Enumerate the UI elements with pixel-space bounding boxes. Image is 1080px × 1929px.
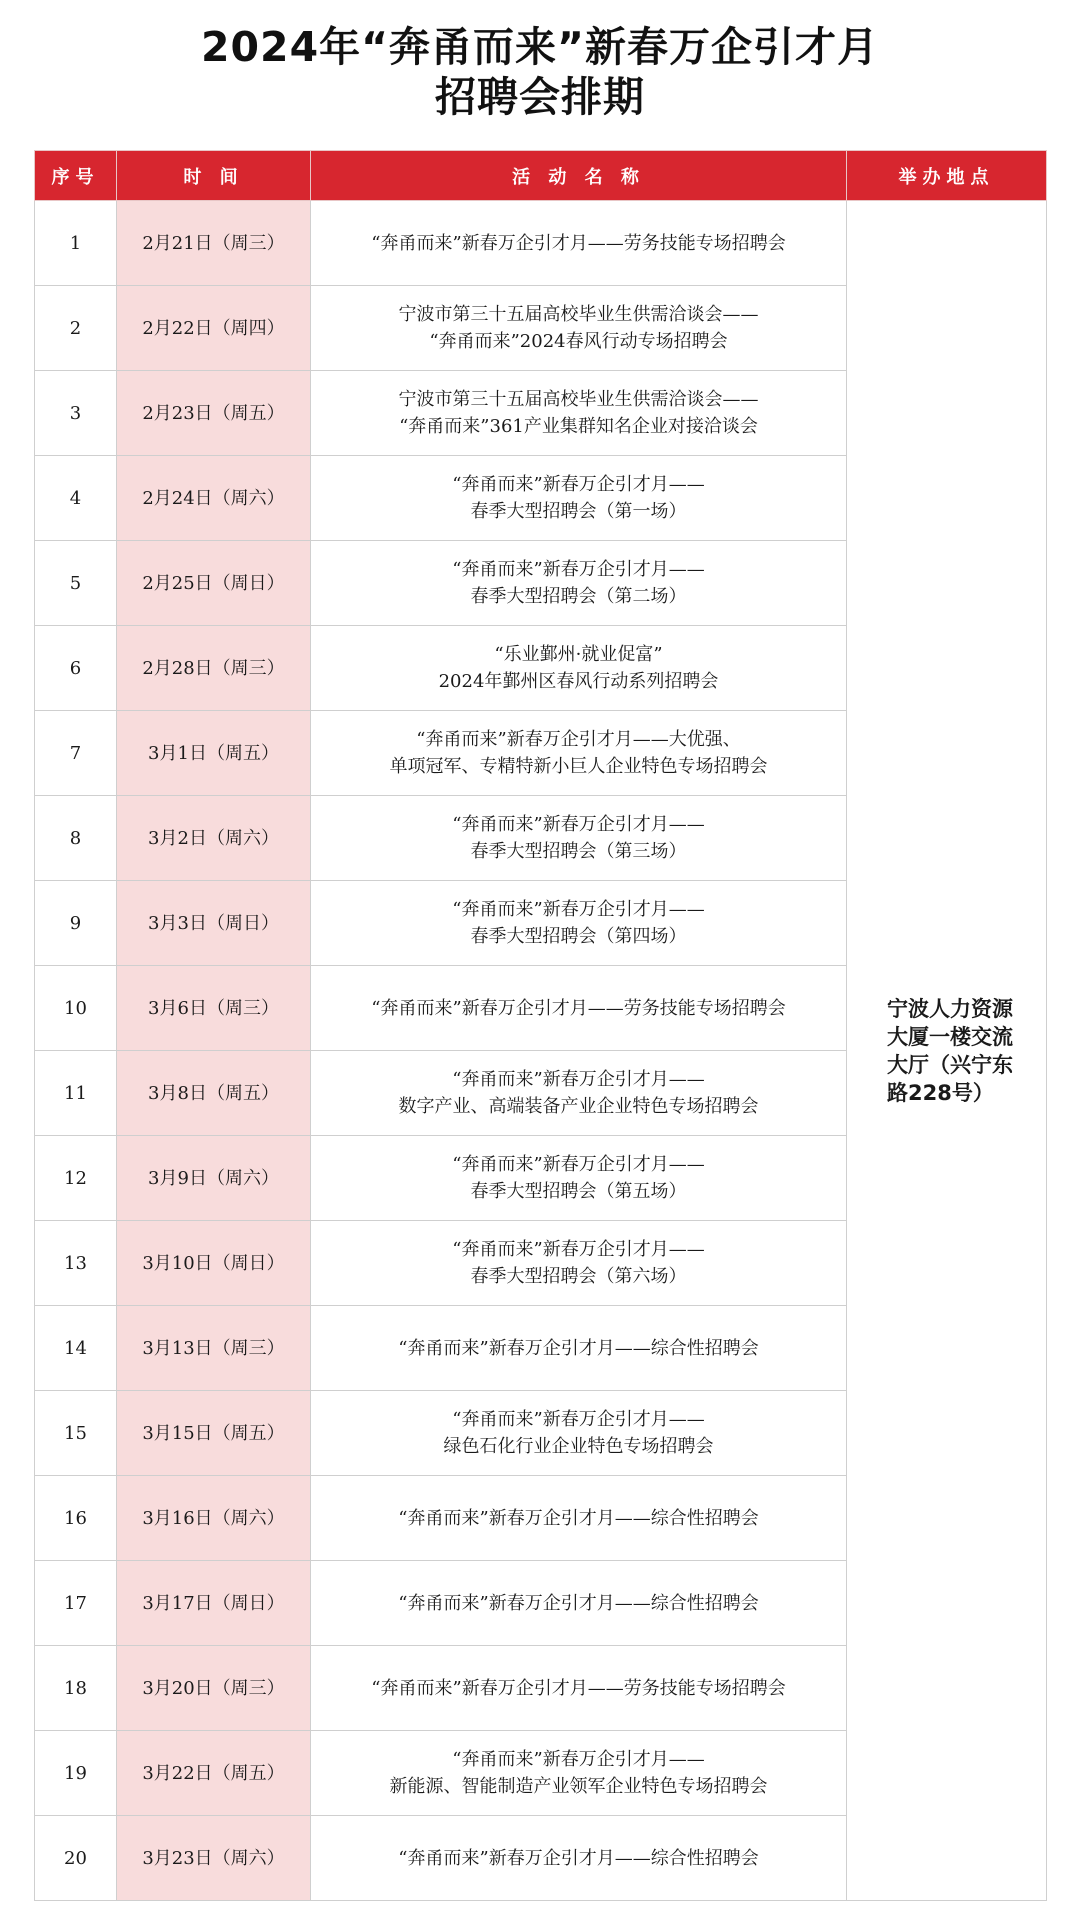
row-number: 9: [35, 881, 117, 966]
row-event-name: [311, 1476, 847, 1561]
schedule-table: [34, 150, 1047, 1901]
event-name-line: “奔甬而来”新春万企引才月——劳务技能专场招聘会: [371, 997, 786, 1019]
event-name-line: “奔甬而来”新春万企引才月——: [452, 1749, 705, 1770]
event-name-line: “奔甬而来”新春万企引才月——综合性招聘会: [398, 1592, 759, 1614]
row-number: 6: [35, 626, 117, 711]
row-number: 20: [35, 1816, 117, 1901]
event-name-line: 绿色石化行业企业特色专场招聘会: [443, 1436, 714, 1457]
event-name-line: “奔甬而来”361产业集群知名企业对接洽谈会: [399, 416, 758, 437]
row-event-name: [311, 1306, 847, 1391]
event-name-line: 春季大型招聘会（第四场）: [470, 926, 687, 947]
row-event-name: [311, 626, 847, 711]
event-name-line: “奔甬而来”新春万企引才月——: [452, 1239, 705, 1260]
row-number: 8: [35, 796, 117, 881]
row-event-name: [311, 1731, 847, 1816]
row-time: 3月3日（周日）: [117, 881, 311, 966]
row-event-name: [311, 1646, 847, 1731]
event-name-line: 春季大型招聘会（第一场）: [470, 501, 687, 522]
row-number: 7: [35, 711, 117, 796]
event-name-line: “奔甬而来”新春万企引才月——: [452, 814, 705, 835]
event-name-line: “奔甬而来”新春万企引才月——劳务技能专场招聘会: [371, 232, 786, 254]
row-number: 16: [35, 1476, 117, 1561]
event-name-line: “奔甬而来”2024春风行动专场招聘会: [429, 331, 728, 352]
event-name-line: “乐业鄞州·就业促富”: [494, 644, 663, 665]
header-location: 举办地点: [847, 151, 1047, 201]
event-name-line: “奔甬而来”新春万企引才月——综合性招聘会: [398, 1507, 759, 1529]
row-time: 3月10日（周日）: [117, 1221, 311, 1306]
row-number: 18: [35, 1646, 117, 1731]
table-row: [35, 201, 1047, 286]
row-time: 2月23日（周五）: [117, 371, 311, 456]
event-name-line: 数字产业、高端装备产业企业特色专场招聘会: [398, 1096, 759, 1117]
header-time: 时 间: [117, 151, 311, 201]
event-name-line: 春季大型招聘会（第三场）: [470, 841, 687, 862]
row-number: 14: [35, 1306, 117, 1391]
row-event-name: [311, 1051, 847, 1136]
row-time: 3月1日（周五）: [117, 711, 311, 796]
row-event-name: [311, 286, 847, 371]
row-number: 2: [35, 286, 117, 371]
schedule-table-wrap: [34, 150, 1046, 1901]
page-subtitle: 招聘会排期: [435, 73, 645, 121]
row-time: 3月8日（周五）: [117, 1051, 311, 1136]
row-number: 3: [35, 371, 117, 456]
row-time: 3月20日（周三）: [117, 1646, 311, 1731]
row-event-name: [311, 371, 847, 456]
row-time: 3月22日（周五）: [117, 1731, 311, 1816]
row-time: 3月23日（周六）: [117, 1816, 311, 1901]
row-event-name: [311, 796, 847, 881]
row-number: 17: [35, 1561, 117, 1646]
row-time: 3月16日（周六）: [117, 1476, 311, 1561]
event-name-line: “奔甬而来”新春万企引才月——综合性招聘会: [398, 1847, 759, 1869]
row-event-name: [311, 966, 847, 1051]
event-name-line: 春季大型招聘会（第五场）: [470, 1181, 687, 1202]
row-event-name: [311, 1816, 847, 1901]
row-time: 3月13日（周三）: [117, 1306, 311, 1391]
row-number: 12: [35, 1136, 117, 1221]
row-event-name: [311, 1391, 847, 1476]
table-body: [35, 201, 1047, 1901]
event-name-line: “奔甬而来”新春万企引才月——: [452, 474, 705, 495]
header-no: 序号: [35, 151, 117, 201]
row-number: 10: [35, 966, 117, 1051]
row-number: 4: [35, 456, 117, 541]
event-name-line: 春季大型招聘会（第六场）: [470, 1266, 687, 1287]
event-name-line: “奔甬而来”新春万企引才月——: [452, 1409, 705, 1430]
row-event-name: [311, 1221, 847, 1306]
page-title: 2024年“奔甬而来”新春万企引才月: [200, 23, 879, 71]
row-event-name: [311, 201, 847, 286]
table-header-row: [35, 151, 1047, 201]
row-time: 3月6日（周三）: [117, 966, 311, 1051]
event-name-line: 宁波市第三十五届高校毕业生供需洽谈会——: [398, 389, 759, 410]
row-time: 2月22日（周四）: [117, 286, 311, 371]
row-time: 2月24日（周六）: [117, 456, 311, 541]
row-time: 3月17日（周日）: [117, 1561, 311, 1646]
row-time: 3月15日（周五）: [117, 1391, 311, 1476]
row-number: 19: [35, 1731, 117, 1816]
event-name-line: “奔甬而来”新春万企引才月——综合性招聘会: [398, 1337, 759, 1359]
event-name-line: “奔甬而来”新春万企引才月——: [452, 1154, 705, 1175]
venue-location: 宁波人力资源大厦一楼交流大厅（兴宁东路228号）: [847, 201, 1047, 1901]
row-event-name: [311, 1561, 847, 1646]
row-event-name: [311, 541, 847, 626]
page-title-block: [0, 22, 1080, 122]
event-name-line: “奔甬而来”新春万企引才月——大优强、: [416, 729, 741, 750]
row-event-name: [311, 456, 847, 541]
row-time: 2月25日（周日）: [117, 541, 311, 626]
event-name-line: 2024年鄞州区春风行动系列招聘会: [438, 671, 719, 692]
row-time: 3月2日（周六）: [117, 796, 311, 881]
event-name-line: “奔甬而来”新春万企引才月——: [452, 1069, 705, 1090]
row-number: 11: [35, 1051, 117, 1136]
event-name-line: 新能源、智能制造产业领军企业特色专场招聘会: [389, 1776, 768, 1797]
event-name-line: 宁波市第三十五届高校毕业生供需洽谈会——: [398, 304, 759, 325]
row-number: 1: [35, 201, 117, 286]
row-event-name: [311, 881, 847, 966]
row-time: 3月9日（周六）: [117, 1136, 311, 1221]
row-time: 2月21日（周三）: [117, 201, 311, 286]
row-number: 13: [35, 1221, 117, 1306]
header-name: 活 动 名 称: [311, 151, 847, 201]
event-name-line: “奔甬而来”新春万企引才月——: [452, 559, 705, 580]
row-time: 2月28日（周三）: [117, 626, 311, 711]
row-number: 15: [35, 1391, 117, 1476]
event-name-line: “奔甬而来”新春万企引才月——: [452, 899, 705, 920]
row-event-name: [311, 1136, 847, 1221]
event-name-line: 春季大型招聘会（第二场）: [470, 586, 687, 607]
event-name-line: 单项冠军、专精特新小巨人企业特色专场招聘会: [389, 756, 768, 777]
row-event-name: [311, 711, 847, 796]
event-name-line: “奔甬而来”新春万企引才月——劳务技能专场招聘会: [371, 1677, 786, 1699]
row-number: 5: [35, 541, 117, 626]
